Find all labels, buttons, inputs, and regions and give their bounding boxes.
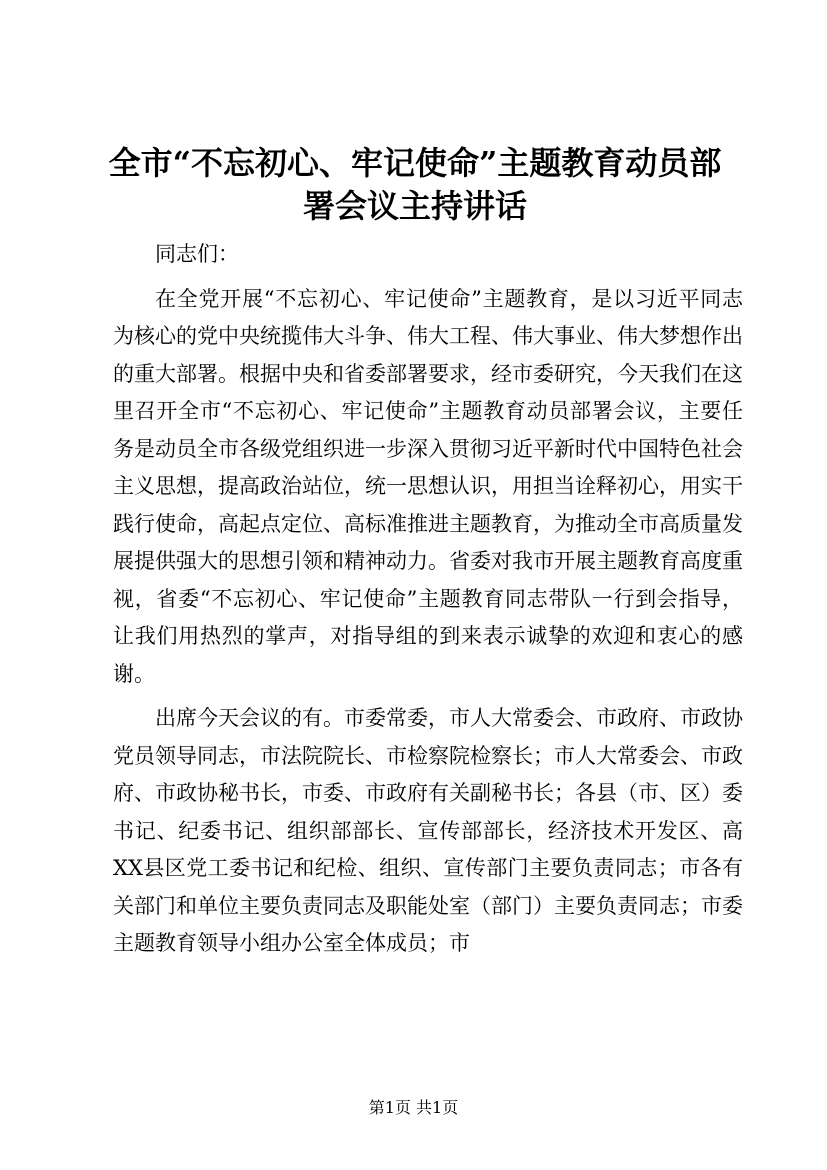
salutation: 同志们： xyxy=(155,242,239,266)
title-line-2: 署会议主持讲话 xyxy=(302,187,527,225)
document-body xyxy=(113,236,743,963)
paragraph-1: 在全党开展“不忘初心、牢记使命”主题教育，是以习近平同志为核心的党中央统揽伟大斗争、伟大工程、伟大事业、伟大梦想作出的重大部署。根据中央和省委部署要求，经市委研究，今天我们在这里召开全市“不忘初心、牢记使命”主题教育动员部署会议，主要任务是动员全市各级党组织进一步深入贯彻习近平新时代中国特色社会主义思想，提高政治站位，统一思想认识，用担当诠释初心，用实干践行使命，高起点定位、高标准推进主题教育，为推动全市高质量发展提供强大的思想引领和精神动力。省委对我市开展主题教育高度重视，省委“不忘初心、牢记使命”主题教育同志带队一行到会指导，让我们用热烈的掌声，对指导组的到来表示诚挚的欢迎和衷心的感谢。 xyxy=(113,286,743,686)
document-title xyxy=(90,142,740,228)
title-line-1: 全市“不忘初心、牢记使命”主题教育动员部 xyxy=(108,144,722,182)
page-footer: 第1页 共1页 xyxy=(368,1098,459,1117)
paragraph-2: 出席今天会议的有。市委常委，市人大常委会、市政府、市政协党员领导同志，市法院院长、市检察院检察长；市人大常委会、市政府、市政协秘书长，市委、市政府有关副秘书长；各县（市、区）委书记、纪委书记、组织部部长、宣传部部长，经济技术开发区、高XX县区党工委书记和纪检、组织、宣传部门主要负责同志；市各有关部门和单位主要负责同志及职能处室（部门）主要负责同志；市委主题教育领导小组办公室全体成员；市 xyxy=(113,706,743,955)
